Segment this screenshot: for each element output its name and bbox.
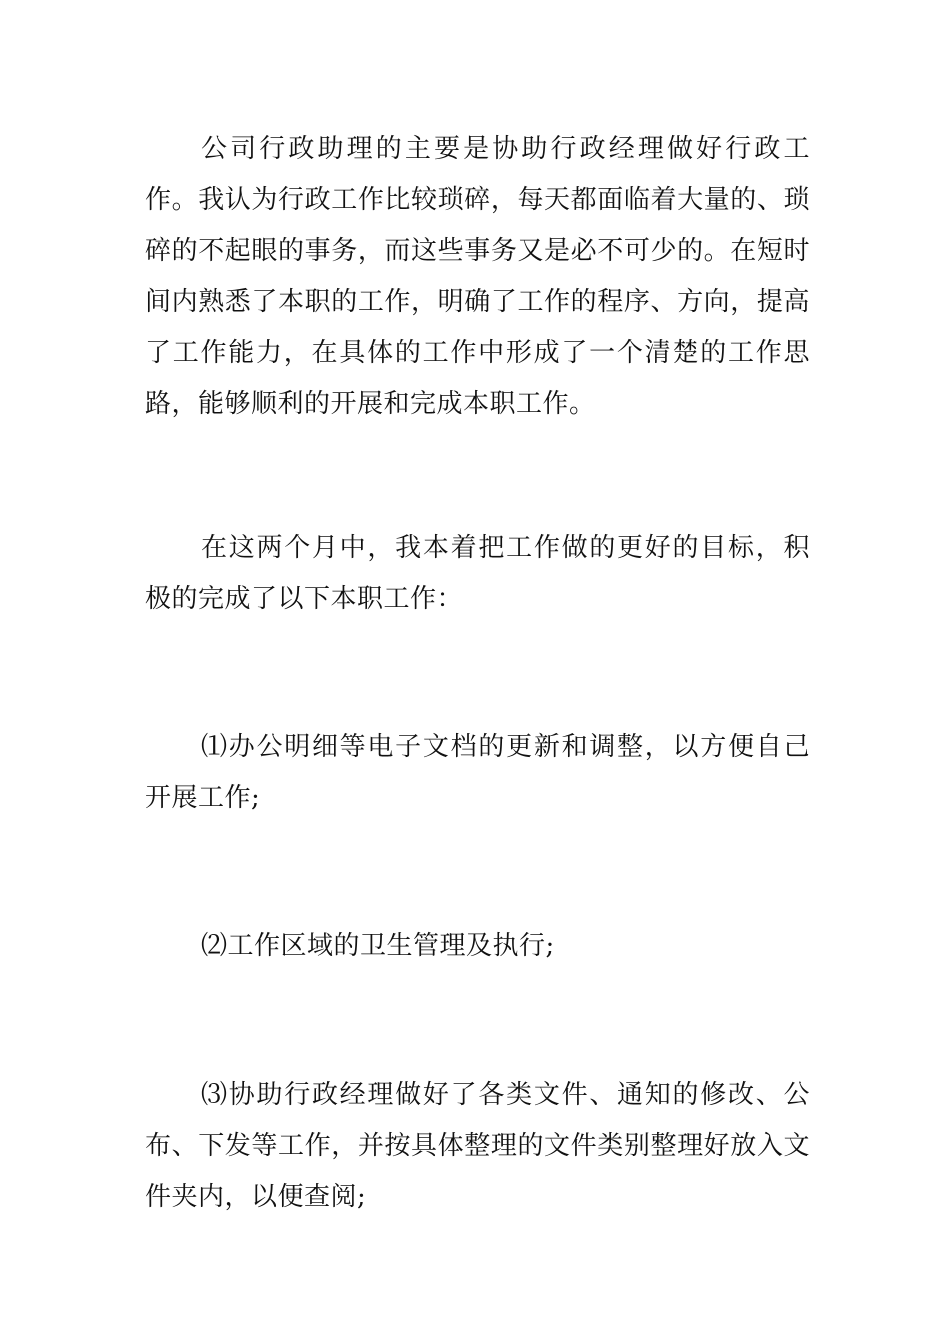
list-item-3: ⑶协助行政经理做好了各类文件、通知的修改、公布、下发等工作，并按具体整理的文件类别整理好放入文件夹内，以便查阅; — [145, 1080, 810, 1212]
paragraph-intro: 公司行政助理的主要是协助行政经理做好行政工作。我认为行政工作比较琐碎，每天都面临着大量的、琐碎的不起眼的事务，而这些事务又是必不可少的。在短时间内熟悉了本职的工作，明确了工作的程序、方向，提高了工作能力，在具体的工作中形成了一个清楚的工作思路，能够顺利的开展和完成本职工作。 — [145, 134, 810, 419]
list-item-1: ⑴办公明细等电子文档的更新和调整，以方便自己开展工作; — [145, 732, 810, 813]
list-item-2: ⑵工作区域的卫生管理及执行; — [201, 931, 555, 961]
paragraph-summary: 在这两个月中，我本着把工作做的更好的目标，积极的完成了以下本职工作： — [145, 533, 810, 614]
